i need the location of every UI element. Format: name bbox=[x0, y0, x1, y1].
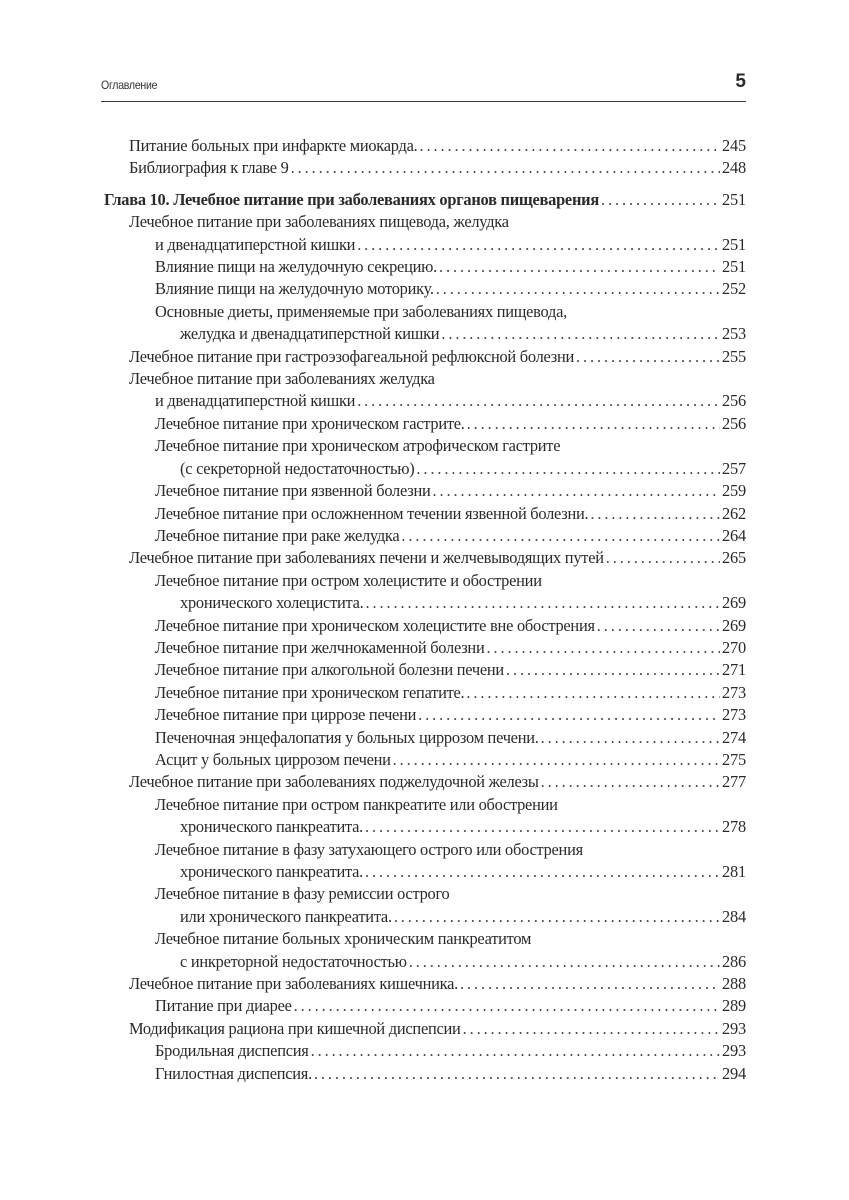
toc-entry-title-line: Лечебное питание при хроническом гепатите. bbox=[155, 682, 465, 702]
dot-leader bbox=[419, 135, 720, 157]
toc-page-number: 294 bbox=[722, 1063, 746, 1083]
toc-entry-title-line: Влияние пищи на желудочную моторику. bbox=[155, 279, 434, 299]
toc-page-number: 273 bbox=[722, 705, 746, 725]
toc-page-number: 264 bbox=[722, 525, 746, 545]
toc-entry-title-line: хронического панкреатита. bbox=[180, 817, 363, 837]
toc-entry-title-line: Лечебное питание при хроническом гастрите. bbox=[155, 413, 465, 433]
toc-page-number: 278 bbox=[722, 817, 746, 837]
toc-entry[interactable] bbox=[104, 637, 746, 659]
toc-entry[interactable] bbox=[104, 839, 746, 884]
toc-entry-title-line: Лечебное питание при гастроэзофагеальной рефлюксной болезни bbox=[129, 346, 575, 366]
toc-page-number: 256 bbox=[722, 413, 746, 433]
dot-leader bbox=[357, 234, 720, 256]
toc-entry[interactable] bbox=[104, 301, 746, 346]
running-header-title: Оглавление bbox=[101, 78, 158, 92]
toc-entry-title-line: Лечебное питание при заболеваниях поджелудочной железы bbox=[129, 772, 539, 792]
toc-entry-title-line: Печеночная энцефалопатия у больных циррозом печени. bbox=[155, 727, 539, 747]
toc-page-number: 251 bbox=[722, 257, 746, 277]
toc-page-number: 269 bbox=[722, 615, 746, 635]
toc-entry[interactable] bbox=[104, 1040, 746, 1062]
toc-entry-title-line: Библиография к главе 9 bbox=[129, 158, 289, 178]
toc-entry-title-line: Лечебное питание при заболеваниях печени и желчевыводящих путей bbox=[129, 548, 604, 568]
toc-page-number: 257 bbox=[722, 458, 746, 478]
dot-leader bbox=[314, 1063, 720, 1085]
dot-leader bbox=[597, 615, 720, 637]
toc-page-number: 288 bbox=[722, 974, 746, 994]
toc-chapter-entry[interactable] bbox=[104, 189, 746, 211]
dot-leader bbox=[432, 480, 720, 502]
toc-page-number: 281 bbox=[722, 862, 746, 881]
toc-entry[interactable] bbox=[104, 278, 746, 300]
toc-entry[interactable] bbox=[104, 659, 746, 681]
dot-leader bbox=[294, 995, 720, 1017]
dot-leader bbox=[460, 973, 720, 995]
dot-leader bbox=[466, 682, 720, 704]
toc-entry-title-line: Лечебное питание при заболеваниях пищевода, желудка bbox=[129, 212, 509, 232]
toc-page-number: 273 bbox=[722, 682, 746, 702]
table-of-contents bbox=[104, 135, 746, 1085]
toc-entry-title-line: Питание больных при инфаркте миокарда. bbox=[129, 136, 418, 155]
toc-entry[interactable] bbox=[104, 157, 746, 179]
dot-leader bbox=[393, 749, 720, 771]
toc-page-number: 270 bbox=[722, 637, 746, 657]
toc-entry[interactable] bbox=[104, 727, 746, 749]
toc-entry[interactable] bbox=[104, 771, 746, 793]
toc-entry[interactable] bbox=[104, 615, 746, 637]
toc-page-number: 265 bbox=[722, 548, 746, 568]
toc-entry-title-line: Лечебное питание в фазу затухающего острого или обострения bbox=[155, 839, 583, 859]
dot-leader bbox=[467, 413, 720, 435]
dot-leader bbox=[365, 861, 720, 883]
toc-page-number: 251 bbox=[722, 234, 746, 254]
toc-entry-title-line: хронического холецистита. bbox=[180, 593, 364, 613]
toc-page-number: 256 bbox=[722, 391, 746, 411]
toc-page-number: 284 bbox=[722, 906, 746, 926]
dot-leader bbox=[409, 951, 720, 973]
dot-leader bbox=[463, 1018, 720, 1040]
toc-page-number: 251 bbox=[722, 189, 746, 209]
toc-entry-title-line: Модификация рациона при кишечной диспепсии bbox=[129, 1018, 461, 1038]
toc-page-number: 277 bbox=[722, 772, 746, 792]
toc-entry-title-line: Лечебное питание при хроническом атрофическом гастрите bbox=[155, 436, 561, 456]
toc-entry[interactable] bbox=[104, 503, 746, 525]
toc-page-number: 259 bbox=[722, 481, 746, 501]
toc-entry-title-line: Лечебное питание при желчнокаменной болезни bbox=[155, 637, 485, 657]
toc-page-number: 269 bbox=[722, 593, 746, 613]
dot-leader bbox=[291, 157, 720, 179]
toc-entry-title-line: Лечебное питание при язвенной болезни bbox=[155, 481, 431, 501]
toc-entry-title-line: Питание при диарее bbox=[155, 996, 292, 1016]
dot-leader bbox=[606, 547, 720, 569]
dot-leader bbox=[541, 727, 720, 749]
toc-entry[interactable] bbox=[104, 1018, 746, 1040]
dot-leader bbox=[401, 525, 720, 547]
toc-entry[interactable] bbox=[104, 135, 746, 157]
dot-leader bbox=[436, 278, 720, 300]
dot-leader bbox=[416, 458, 720, 480]
toc-entry[interactable] bbox=[104, 928, 746, 973]
toc-page-number: 293 bbox=[722, 1041, 746, 1061]
toc-entry-title-line: Лечебное питание при остром холецистите и обострении bbox=[155, 570, 542, 590]
running-header bbox=[101, 70, 746, 102]
toc-page-number: 248 bbox=[722, 158, 746, 178]
dot-leader bbox=[418, 704, 720, 726]
toc-entry[interactable] bbox=[104, 413, 746, 435]
toc-entry-title-line: желудка и двенадцатиперстной кишки bbox=[180, 324, 440, 344]
toc-entry-title-line: Асцит у больных циррозом печени bbox=[155, 749, 391, 769]
toc-entry[interactable] bbox=[104, 570, 746, 615]
page-number: 5 bbox=[735, 71, 746, 92]
toc-entry[interactable] bbox=[104, 749, 746, 771]
toc-entry-title-line: Лечебное питание при осложненном течении язвенной болезни. bbox=[155, 503, 589, 523]
toc-entry-title-line: Лечебное питание при хроническом холецистите вне обострения bbox=[155, 615, 595, 635]
toc-entry-title-line: Основные диеты, применяемые при заболеваниях пищевода, bbox=[155, 301, 567, 321]
toc-entry-title-line: Лечебное питание при циррозе печени bbox=[155, 705, 417, 725]
toc-entry-title-line: Глава 10. Лечебное питание при заболеваниях органов пищеварения bbox=[104, 189, 599, 209]
toc-entry[interactable] bbox=[104, 256, 746, 278]
dot-leader bbox=[486, 637, 720, 659]
toc-entry[interactable] bbox=[104, 883, 746, 928]
toc-page-number: 289 bbox=[722, 996, 746, 1016]
toc-page-number: 253 bbox=[722, 324, 746, 344]
toc-entry-title-line: с инкреторной недостаточностью bbox=[180, 951, 407, 971]
dot-leader bbox=[394, 906, 720, 928]
dot-leader bbox=[311, 1040, 720, 1062]
dot-leader bbox=[576, 346, 720, 368]
toc-entry[interactable] bbox=[104, 435, 746, 480]
dot-leader bbox=[590, 503, 720, 525]
toc-entry[interactable] bbox=[104, 682, 746, 704]
toc-page-number: 252 bbox=[722, 279, 746, 299]
dot-leader bbox=[601, 189, 720, 211]
toc-page-number: 255 bbox=[722, 346, 746, 366]
toc-entry[interactable] bbox=[104, 794, 746, 839]
toc-entry-title-line: или хронического панкреатита. bbox=[180, 906, 392, 926]
toc-entry-title-line: и двенадцатиперстной кишки bbox=[155, 391, 356, 411]
dot-leader bbox=[439, 256, 720, 278]
toc-entry[interactable] bbox=[104, 480, 746, 502]
dot-leader bbox=[365, 816, 720, 838]
toc-page-number: 286 bbox=[722, 951, 746, 971]
toc-entry-title-line: хронического панкреатита. bbox=[180, 862, 363, 881]
toc-entry-title-line: Лечебное питание больных хроническим панкреатитом bbox=[155, 929, 532, 949]
dot-leader bbox=[541, 771, 720, 793]
toc-entry-title-line: Лечебное питание в фазу ремиссии острого bbox=[155, 884, 450, 904]
toc-entry[interactable] bbox=[104, 368, 746, 413]
toc-entry[interactable] bbox=[104, 704, 746, 726]
toc-entry-title-line: (с секреторной недостаточностью) bbox=[180, 458, 415, 478]
toc-page-number: 245 bbox=[722, 136, 746, 155]
toc-entry-title-line: Лечебное питание при раке желудка bbox=[155, 525, 400, 545]
toc-entry-title-line: и двенадцатиперстной кишки bbox=[155, 234, 356, 254]
toc-entry[interactable] bbox=[104, 525, 746, 547]
toc-entry-title-line: Лечебное питание при заболеваниях кишечника. bbox=[129, 974, 458, 994]
toc-page-number: 274 bbox=[722, 727, 746, 747]
toc-entry-title-line: Лечебное питание при остром панкреатите или обострении bbox=[155, 794, 558, 814]
toc-entry[interactable] bbox=[104, 547, 746, 569]
dot-leader bbox=[506, 659, 720, 681]
toc-entry[interactable] bbox=[104, 973, 746, 995]
toc-entry-title-line: Гнилостная диспепсия. bbox=[155, 1063, 312, 1083]
toc-page-number: 262 bbox=[722, 503, 746, 523]
toc-entry-title-line: Влияние пищи на желудочную секрецию. bbox=[155, 257, 437, 277]
toc-entry[interactable] bbox=[104, 1063, 746, 1085]
toc-page-number: 275 bbox=[722, 749, 746, 769]
toc-entry-title-line: Лечебное питание при заболеваниях желудка bbox=[129, 369, 435, 389]
dot-leader bbox=[366, 592, 720, 614]
toc-page-number: 271 bbox=[722, 660, 746, 680]
toc-entry[interactable] bbox=[104, 346, 746, 368]
dot-leader bbox=[441, 323, 720, 345]
toc-page-number: 293 bbox=[722, 1018, 746, 1038]
dot-leader bbox=[357, 390, 720, 412]
toc-entry[interactable] bbox=[104, 995, 746, 1017]
toc-entry-title-line: Бродильная диспепсия bbox=[155, 1041, 309, 1061]
toc-entry-title-line: Лечебное питание при алкогольной болезни печени bbox=[155, 660, 504, 680]
toc-entry[interactable] bbox=[104, 211, 746, 256]
